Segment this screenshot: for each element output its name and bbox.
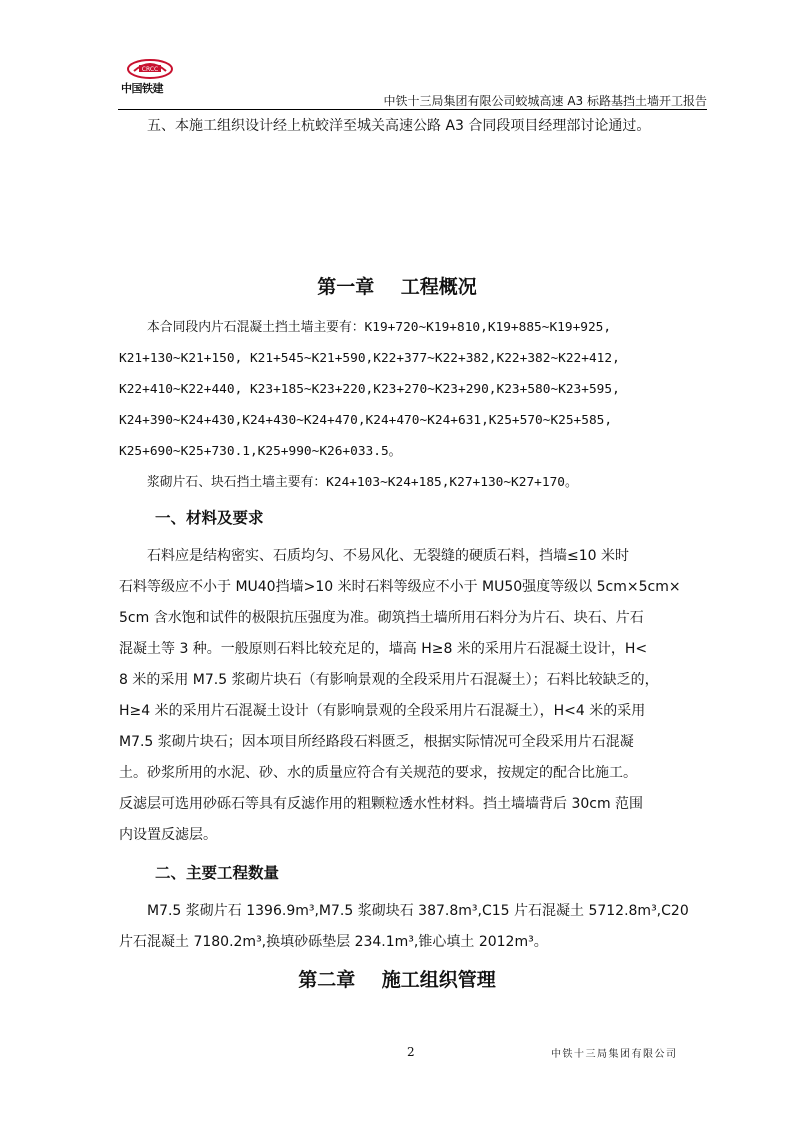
section2-title: 二、主要工程数量	[155, 864, 280, 882]
logo-text: 中国铁建	[121, 82, 163, 95]
section1-title: 一、材料及要求	[155, 509, 264, 527]
section1-line: 内设置反滤层。	[119, 827, 217, 843]
section1-line: 8 米的采用 M7.5 浆砌片块石（有影响景观的全段采用片石混凝土）；石料比较缺乏的，	[119, 672, 659, 688]
chapter1-line: 本合同段内片石混凝土挡土墙主要有：K19+720~K19+810,K19+885~K19+925,	[147, 320, 612, 335]
chapter1-title: 第一章 工程概况	[317, 276, 477, 298]
chapter2-title: 第二章 施工组织管理	[298, 969, 496, 991]
section1-line: 5cm 含水饱和试件的极限抗压强度为准。砌筑挡土墙所用石料分为片石、块石、片石	[119, 610, 644, 626]
section1-line: 土。砂浆所用的水泥、砂、水的质量应符合有关规范的要求，按规定的配合比施工。	[119, 765, 637, 781]
section1-line: H≥4 米的采用片石混凝土设计（有影响景观的全段采用片石混凝土），H<4 米的采用	[119, 703, 646, 719]
chapter1-line: K25+690~K25+730.1,K25+990~K26+033.5。	[119, 444, 402, 459]
section2-line: 片石混凝土 7180.2m³,换填砂砾垫层 234.1m³,锥心填土 2012m³。	[119, 934, 548, 950]
footer-company: 中铁十三局集团有限公司	[551, 1049, 678, 1060]
section1-line: M7.5 浆砌片块石；因本项目所经路段石料匮乏，根据实际情况可全段采用片石混凝	[119, 734, 634, 750]
page-number: 2	[407, 1045, 415, 1059]
header-divider	[118, 109, 707, 110]
intro-line: 五、本施工组织设计经上杭蛟洋至城关高速公路 A3 合同段项目经理部讨论通过。	[147, 118, 651, 134]
section1-line: 石料应是结构密实、石质均匀、不易风化、无裂缝的硬质石料，挡墙≤10 米时	[147, 548, 629, 564]
section1-line: 反滤层可选用砂砾石等具有反滤作用的粗颗粒透水性材料。挡土墙墙背后 30cm 范围	[119, 796, 644, 812]
svg-text:CRCC: CRCC	[141, 66, 159, 73]
section2-line: M7.5 浆砌片石 1396.9m³,M7.5 浆砌块石 387.8m³,C15 片石混凝土 5712.8m³,C20	[147, 903, 689, 919]
chapter1-line: K22+410~K22+440, K23+185~K23+220,K23+270~K23+290,K23+580~K23+595,	[119, 382, 620, 397]
section1-line: 石料等级应不小于 MU40挡墙>10 米时石料等级应不小于 MU50强度等级以 5cm×5cm×	[119, 579, 681, 595]
header-title: 中铁十三局集团有限公司蛟城高速 A3 标路基挡土墙开工报告	[383, 94, 707, 108]
section1-line: 混凝土等 3 种。一般原则石料比较充足的，墙高 H≥8 米的采用片石混凝土设计，H<	[119, 641, 648, 657]
chapter1-line: K21+130~K21+150, K21+545~K21+590,K22+377~K22+382,K22+382~K22+412,	[119, 351, 620, 366]
chapter1-line: K24+390~K24+430,K24+430~K24+470,K24+470~K24+631,K25+570~K25+585,	[119, 413, 613, 428]
masonry-line: 浆砌片石、块石挡土墙主要有：K24+103~K24+185,K27+130~K27+170。	[147, 475, 578, 490]
